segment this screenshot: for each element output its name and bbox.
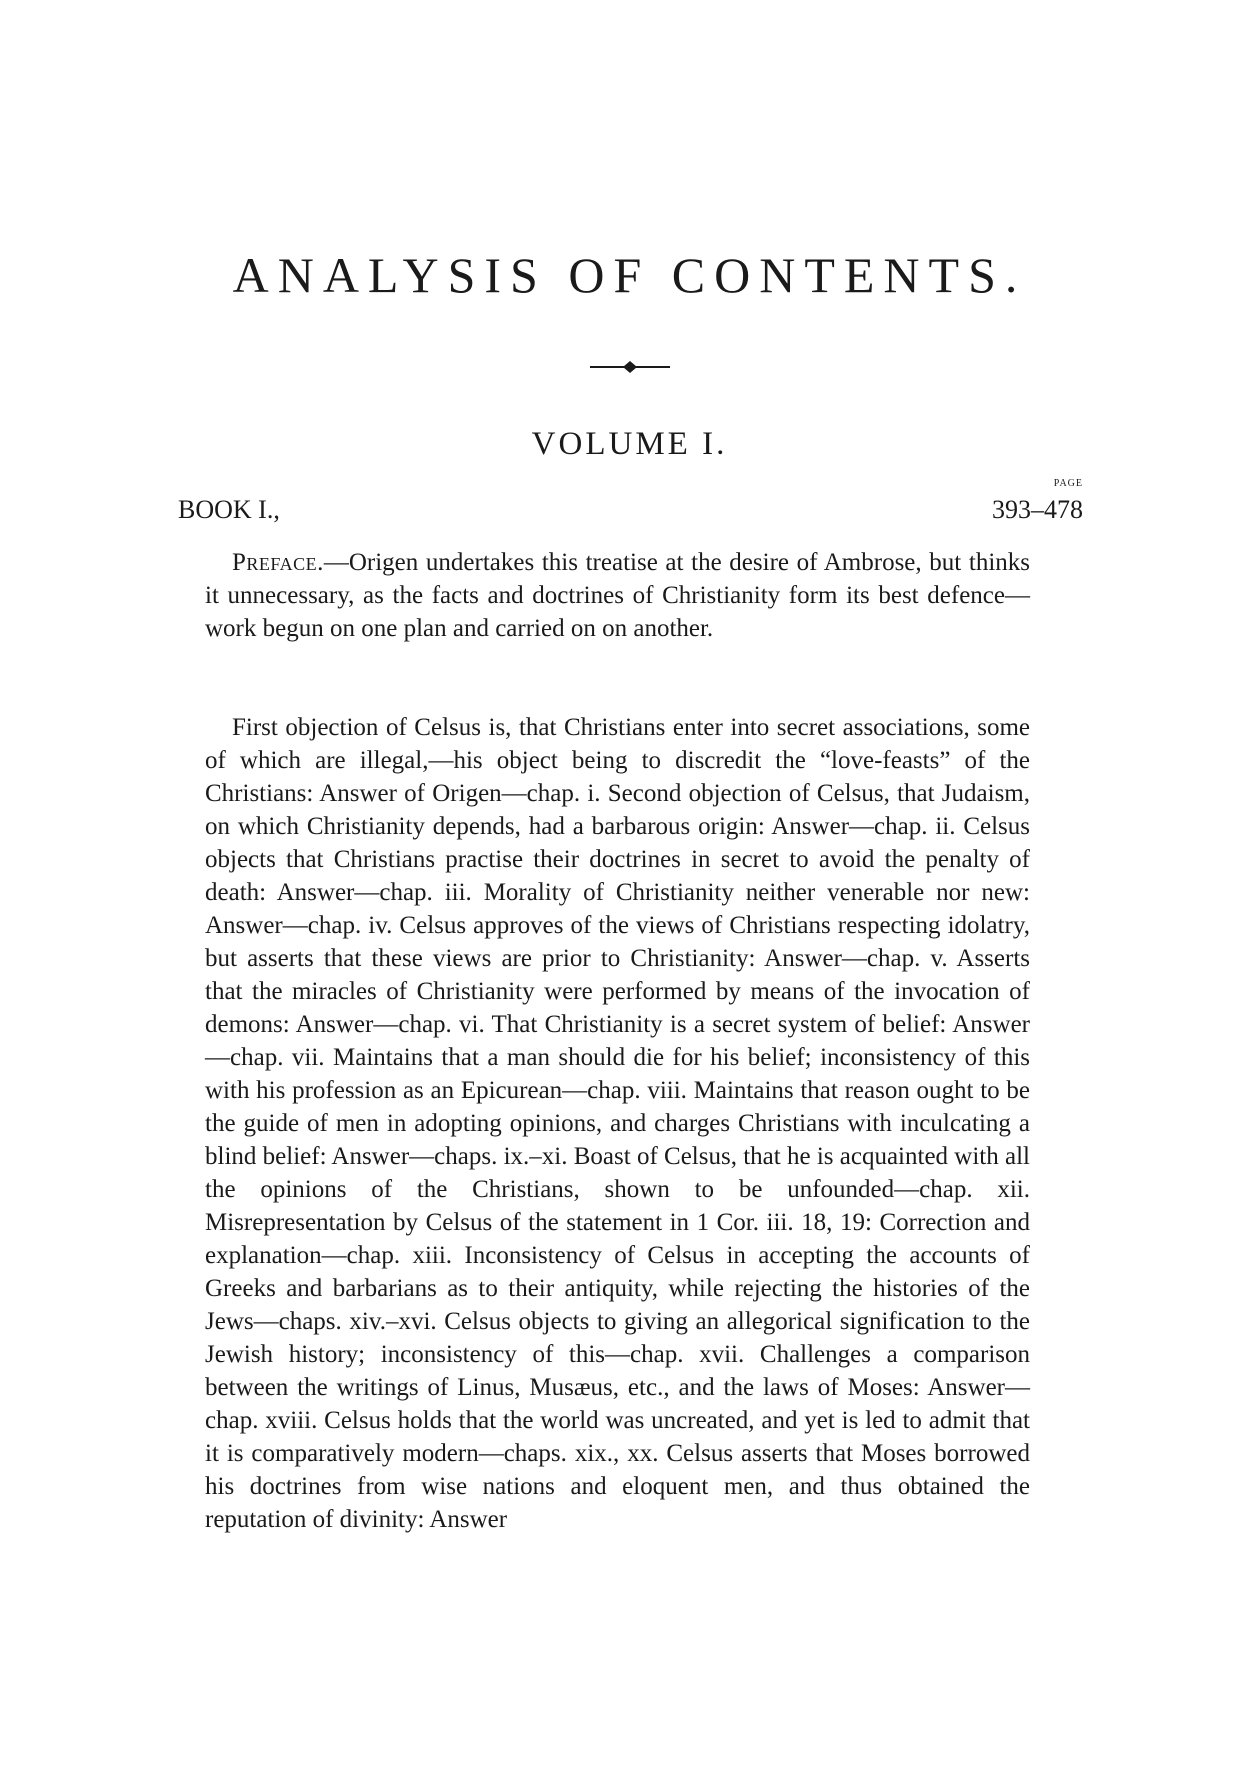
preface-paragraph bbox=[205, 546, 1030, 645]
summary-paragraph: First objection of Celsus is, that Christians enter into secret associations, some of which are illegal,—his object being to discredit the “love-feasts” of the Christians: Answer of Origen—chap. i. Second objection of Celsus, that Judaism, on which Christianity depends, had a barbarous origin: Answer—chap. ii. Celsus objects that Christians practise their doctrines in secret to avoid the penalty of death: Answer—chap. iii. Morality of Christianity neither venerable nor new: Answer—chap. iv. Celsus approves of the views of Christians respecting idolatry, but asserts that these views are prior to Christianity: Answer—chap. v. Asserts that the miracles of Christianity were performed by means of the invocation of demons: Answer—chap. vi. That Christianity is a secret system of belief: Answer—chap. vii. Maintains that a man should die for his belief; inconsistency of this with his profession as an Epicurean—chap. viii. Maintains that reason ought to be the guide of men in adopting opinions, and charges Christians with inculcating a blind belief: Answer—chaps. ix.–xi. Boast of Celsus, that he is acquainted with all the opinions of the Christians, shown to be unfounded—chap. xii. Misrepresentation by Celsus of the statement in 1 Cor. iii. 18, 19: Correction and explanation—chap. xiii. Inconsistency of Celsus in accepting the accounts of Greeks and barbarians as to their antiquity, while rejecting the histories of the Jews—chaps. xiv.–xvi. Celsus objects to giving an allegorical signification to the Jewish history; inconsistency of this—chap. xvii. Challenges a comparison between the writings of Linus, Musæus, etc., and the laws of Moses: Answer—chap. xviii. Celsus holds that the world was uncreated, and yet is led to admit that it is comparatively modern—chaps. xix., xx. Celsus asserts that Moses borrowed his doctrines from wise nations and eloquent men, and thus obtained the reputation of divinity: Answer bbox=[205, 714, 1030, 1533]
book-page-range: 393–478 bbox=[992, 495, 1083, 524]
diamond-rule-ornament bbox=[590, 360, 670, 374]
book-label: BOOK I., bbox=[178, 495, 280, 524]
page-column-label: PAGE bbox=[1053, 478, 1083, 489]
preface-text: —Origen undertakes this treatise at the desire of Ambrose, but thinks it unnecessary, as the facts and doctrines of Christianity form its best defence—work begun on one plan and carried on on another. bbox=[205, 549, 1030, 642]
preface-lead: Preface. bbox=[232, 549, 324, 576]
volume-heading: VOLUME I. bbox=[531, 426, 728, 462]
page-title: ANALYSIS OF CONTENTS. bbox=[232, 247, 1027, 303]
